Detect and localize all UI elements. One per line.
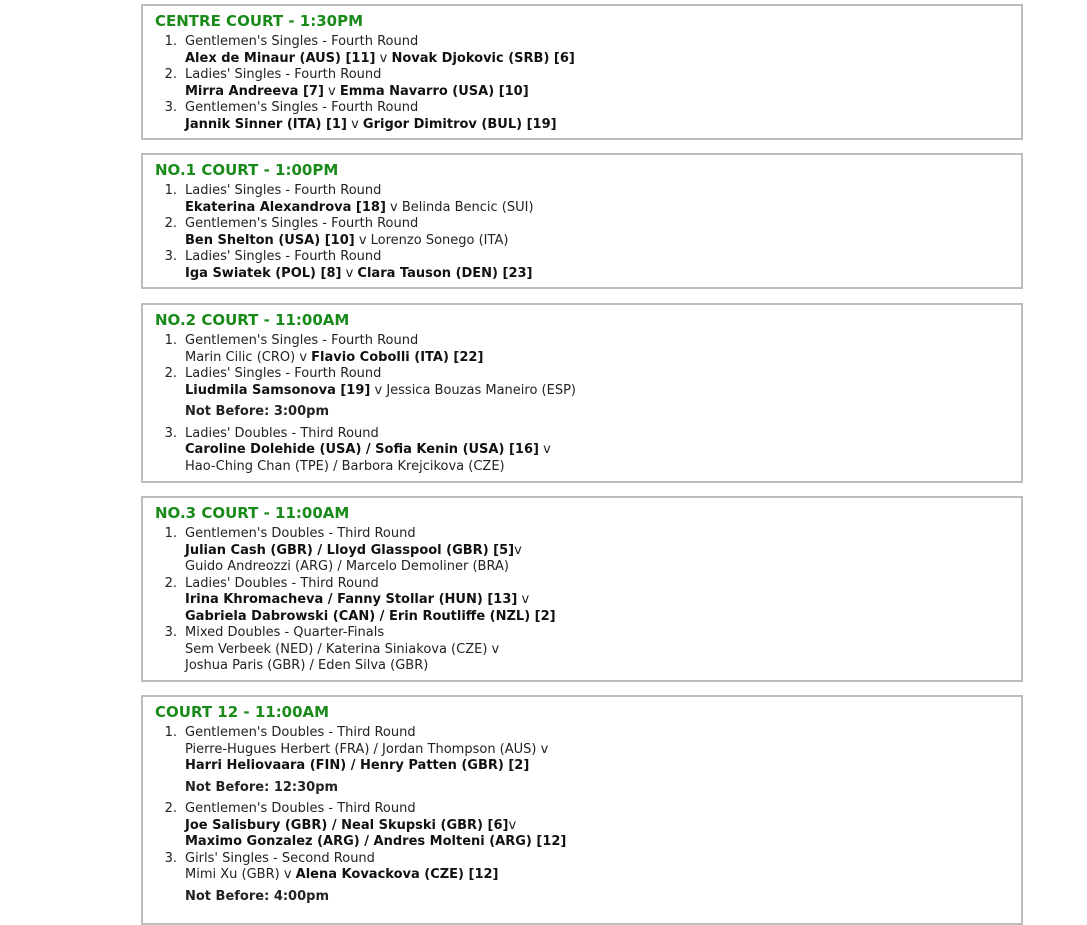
- player-two: Lorenzo Sonego (ITA): [370, 232, 509, 248]
- match-event: Mixed Doubles - Quarter-Finals: [185, 625, 385, 640]
- match-event: Gentlemen's Doubles - Third Round: [185, 801, 416, 816]
- player-one: Marin Cilic (CRO): [185, 349, 296, 365]
- match-number: 2.: [164, 801, 177, 816]
- match-number: 3.: [164, 100, 177, 115]
- match-players: [185, 51, 575, 67]
- court-panel: [141, 153, 1023, 289]
- match-players-second: [185, 758, 529, 774]
- versus-separator: v: [354, 232, 371, 248]
- versus-separator: v: [385, 199, 402, 215]
- match-players-second: [185, 459, 505, 475]
- court-title: NO.3 COURT - 11:00AM: [155, 504, 350, 522]
- match-players-second: [185, 559, 509, 575]
- versus-separator: v: [538, 442, 551, 457]
- match-players: [185, 117, 557, 133]
- versus-separator: v: [370, 382, 387, 398]
- player-one: Joe Salisbury (GBR) / Neal Skupski (GBR) [6]: [185, 817, 509, 833]
- match-number: 3.: [164, 249, 177, 264]
- match-players: [185, 84, 529, 100]
- match-players: [185, 818, 516, 834]
- player-two: Flavio Cobolli (ITA) [22]: [311, 349, 484, 365]
- match-players: [185, 200, 534, 216]
- match-event: Gentlemen's Doubles - Third Round: [185, 526, 416, 541]
- versus-separator: v: [346, 116, 363, 132]
- match-players: [185, 442, 551, 458]
- versus-separator: v: [295, 349, 312, 365]
- versus-separator: v: [375, 50, 392, 66]
- match-event: Ladies' Singles - Fourth Round: [185, 249, 382, 264]
- match-number: 2.: [164, 216, 177, 231]
- match-event: Ladies' Doubles - Third Round: [185, 425, 379, 441]
- player-one: Ben Shelton (USA) [10]: [185, 232, 355, 248]
- match-players-second: [185, 658, 428, 674]
- match-event: Gentlemen's Doubles - Third Round: [185, 725, 416, 740]
- match-players: [185, 350, 483, 366]
- versus-separator: v: [508, 817, 517, 833]
- player-one: Irina Khromacheva / Fanny Stollar (HUN) [13]: [185, 592, 518, 607]
- match-number: 1.: [164, 526, 177, 541]
- player-one: Mirra Andreeva [7]: [185, 83, 324, 99]
- match-event: Gentlemen's Singles - Fourth Round: [185, 216, 419, 231]
- court-panel: [141, 303, 1023, 483]
- match-players: [185, 742, 548, 758]
- match-number: 1.: [164, 183, 177, 198]
- court-panel: [141, 4, 1023, 140]
- versus-separator: v: [279, 867, 296, 882]
- player-two: Clara Tauson (DEN) [23]: [357, 265, 533, 281]
- player-two: Novak Djokovic (SRB) [6]: [391, 50, 575, 66]
- match-number: 1.: [164, 725, 177, 740]
- player-two: Grigor Dimitrov (BUL) [19]: [362, 116, 557, 132]
- match-players: [185, 383, 576, 399]
- player-one: Pierre-Hugues Herbert (FRA) / Jordan Thompson (AUS): [185, 741, 537, 757]
- player-one: Alex de Minaur (AUS) [11]: [185, 50, 376, 66]
- match-event: Ladies' Doubles - Third Round: [185, 575, 379, 591]
- match-event: Gentlemen's Singles - Fourth Round: [185, 100, 419, 115]
- match-event: Girls' Singles - Second Round: [185, 850, 375, 866]
- player-two: Alena Kovackova (CZE) [12]: [295, 867, 499, 882]
- versus-separator: v: [536, 741, 549, 757]
- match-event: Ladies' Singles - Fourth Round: [185, 183, 382, 198]
- match-players: [185, 266, 533, 282]
- match-number: 2.: [164, 67, 177, 82]
- court-panel: [141, 695, 1023, 925]
- match-number: 3.: [164, 625, 177, 640]
- court-title: NO.2 COURT - 11:00AM: [155, 311, 350, 329]
- match-players: [185, 642, 499, 658]
- not-before-time: Not Before: 3:00pm: [185, 404, 330, 419]
- player-one: Jannik Sinner (ITA) [1]: [185, 116, 347, 132]
- player-two: Hao-Ching Chan (TPE) / Barbora Krejcikova (CZE): [185, 458, 505, 474]
- player-two: Harri Heliovaara (FIN) / Henry Patten (GBR) [2]: [185, 758, 530, 773]
- match-players: [185, 592, 529, 608]
- player-two: Gabriela Dabrowski (CAN) / Erin Routliffe (NZL) [2]: [185, 608, 556, 624]
- match-number: 3.: [164, 425, 177, 441]
- player-two: Maximo Gonzalez (ARG) / Andres Molteni (ARG) [12]: [185, 834, 567, 849]
- match-number: 1.: [164, 34, 177, 49]
- match-event: Ladies' Singles - Fourth Round: [185, 67, 382, 82]
- versus-separator: v: [341, 265, 358, 281]
- match-number: 2.: [164, 366, 177, 381]
- versus-separator: v: [517, 592, 530, 607]
- court-title: COURT 12 - 11:00AM: [155, 703, 330, 721]
- player-one: Iga Swiatek (POL) [8]: [185, 265, 342, 281]
- match-event: Ladies' Singles - Fourth Round: [185, 366, 382, 381]
- match-players: [185, 543, 522, 559]
- match-event: Gentlemen's Singles - Fourth Round: [185, 34, 419, 49]
- versus-separator: v: [487, 641, 500, 657]
- player-one: Julian Cash (GBR) / Lloyd Glasspool (GBR) [5]: [185, 542, 515, 558]
- match-number: 2.: [164, 575, 177, 591]
- player-one: Liudmila Samsonova [19]: [185, 382, 371, 398]
- player-two: Joshua Paris (GBR) / Eden Silva (GBR): [185, 658, 429, 673]
- player-two: Guido Andreozzi (ARG) / Marcelo Demoliner (BRA): [185, 559, 509, 574]
- match-players: [185, 867, 499, 883]
- match-players-second: [185, 834, 566, 850]
- player-one: Mimi Xu (GBR): [185, 867, 280, 882]
- not-before-time: Not Before: 12:30pm: [185, 779, 339, 795]
- match-event: Gentlemen's Singles - Fourth Round: [185, 333, 419, 348]
- match-number: 3.: [164, 850, 177, 866]
- court-title: NO.1 COURT - 1:00PM: [155, 161, 339, 179]
- court-title: CENTRE COURT - 1:30PM: [155, 12, 364, 30]
- match-players-second: [185, 609, 556, 625]
- match-number: 1.: [164, 333, 177, 348]
- not-before-time: Not Before: 4:00pm: [185, 888, 330, 904]
- player-one: Caroline Dolehide (USA) / Sofia Kenin (USA) [16]: [185, 442, 539, 457]
- player-one: Sem Verbeek (NED) / Katerina Siniakova (CZE): [185, 641, 488, 657]
- player-one: Ekaterina Alexandrova [18]: [185, 199, 386, 215]
- player-two: Emma Navarro (USA) [10]: [339, 83, 529, 99]
- versus-separator: v: [514, 542, 522, 558]
- player-two: Jessica Bouzas Maneiro (ESP): [386, 382, 576, 398]
- court-panel: [141, 496, 1023, 682]
- match-players: [185, 233, 508, 249]
- versus-separator: v: [323, 83, 340, 99]
- player-two: Belinda Bencic (SUI): [401, 199, 534, 215]
